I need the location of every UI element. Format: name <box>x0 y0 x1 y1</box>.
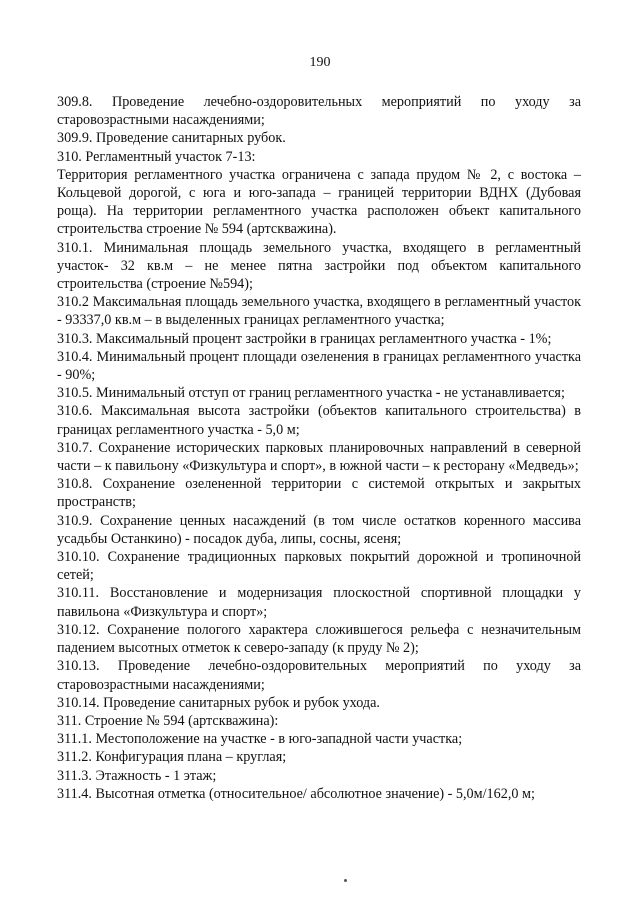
paragraph-311-2: 311.2. Конфигурация плана – круглая; <box>57 749 287 766</box>
paragraph-310-5: 310.5. Минимальный отступ от границ регламентного участка - не устанавливается; <box>57 385 565 402</box>
paragraph-311-3: 311.3. Этажность - 1 этаж; <box>57 767 217 784</box>
paragraph-310-1: 310.1. Минимальная площадь земельного участка, входящего в регламентный участок- 32 кв.м – не менее пятна застройки под объектом капитального строительства (строение №594); <box>57 239 581 293</box>
paragraph-310-9: 310.9. Сохранение ценных насаждений (в том числе остатков коренного массива усадьбы Останкино) - посадок дуба, липы, сосны, ясеня; <box>57 512 581 547</box>
paragraph-310-3: 310.3. Максимальный процент застройки в границах регламентного участка - 1%; <box>57 330 552 347</box>
scan-dot-mark <box>344 879 347 882</box>
paragraph-310-description: Территория регламентного участка ограничена с запада прудом № 2, с востока – Кольцевой дорогой, с юга и юго-запада – границей территории ВДНХ (Дубовая роща). На территории регламентного участка расположен объект капитального строительства строение № 594 (артскважина). <box>57 166 581 238</box>
paragraph-309-9: 309.9. Проведение санитарных рубок. <box>57 130 286 147</box>
paragraph-310-2: 310.2 Максимальная площадь земельного участка, входящего в регламентный участок - 93337,0 кв.м – в выделенных границах регламентного участка; <box>57 294 581 329</box>
page-number: 190 <box>309 55 331 70</box>
paragraph-310-7: 310.7. Сохранение исторических парковых планировочных направлений в северной части – к павильону «Физкультура и спорт», в южной части – к ресторану «Медведь»; <box>57 439 581 475</box>
paragraph-310-8: 310.8. Сохранение озелененной территории с системой открытых и закрытых пространств; <box>57 476 581 511</box>
paragraph-310-10: 310.10. Сохранение традиционных парковых покрытий дорожной и тропиночной сетей; <box>57 549 581 584</box>
paragraph-310-6: 310.6. Максимальная высота застройки (объектов капитального строительства) в границах регламентного участка - 5,0 м; <box>57 403 581 438</box>
paragraph-311-4: 311.4. Высотная отметка (относительное/ абсолютное значение) - 5,0м/162,0 м; <box>57 785 535 802</box>
document-body <box>57 93 581 803</box>
paragraph-311-1: 311.1. Местоположение на участке - в юго-западной части участка; <box>57 731 463 748</box>
paragraph-309-8: 309.8. Проведение лечебно-оздоровительных мероприятий по уходу за старовозрастными насаждениями; <box>57 94 581 129</box>
paragraph-310-13: 310.13. Проведение лечебно-оздоровительных мероприятий по уходу за старовозрастными насаждениями; <box>57 658 581 693</box>
section-heading-311: 311. Строение № 594 (артскважина): <box>57 712 279 729</box>
section-heading-310: 310. Регламентный участок 7-13: <box>57 148 256 165</box>
paragraph-310-14: 310.14. Проведение санитарных рубок и рубок ухода. <box>57 694 380 711</box>
paragraph-310-12: 310.12. Сохранение пологого характера сложившегося рельефа с незначительным падением высотных отметок к северо-западу (к пруду № 2); <box>57 621 581 657</box>
paragraph-310-4: 310.4. Минимальный процент площади озеленения в границах регламентного участка - 90%; <box>57 348 581 384</box>
paragraph-310-11: 310.11. Восстановление и модернизация плоскостной спортивной площадки у павильона «Физкультура и спорт»; <box>57 585 581 620</box>
